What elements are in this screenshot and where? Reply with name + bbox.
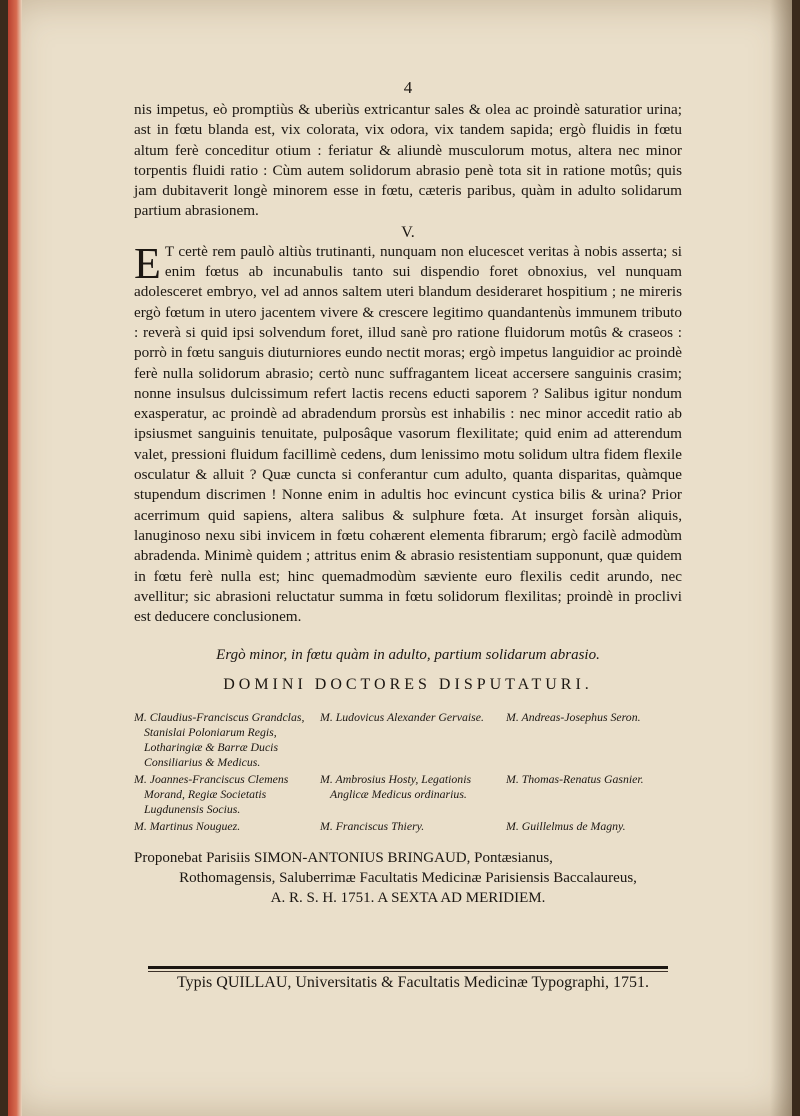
conclusion: Ergò minor, in fœtu quàm in adulto, partium solidarum abrasio.	[216, 647, 600, 664]
dropcap: E	[134, 238, 161, 288]
doctor-entry: M. Franciscus Thiery.	[320, 819, 425, 834]
printer-footer: Typis QUILLAU, Universitatis & Facultatis Medicinæ Typographi, 1751.	[176, 974, 650, 991]
doctor-entry: M. Joannes-Franciscus Clemens Morand, Regiæ Societatis Lugdunensis Socius.	[134, 772, 289, 817]
paragraph-1: nis impetus, eò promptiùs & uberiùs extricantur sales & olea ac proindè saturatior urina; ast in fœtu blanda est, vix colorata, vix odora, vix tandem sapida; ergò fluidis in fœtu altum ferè conceditur otium : feriatur & aliundè musculorum motus, altera nec minor torpentis fluidi ratio : Cùm autem solidorum abrasio penè tota sit in ratione motûs; quis jam dubitaverit longè minorem esse in fœtu, cæteris paribus, quàm in adulto solidarum partium abrasionem.	[134, 101, 682, 220]
proponebat-line-2: Rothomagensis, Saluberrimæ Facultatis Medicinæ Parisiensis Baccalaureus,	[179, 870, 637, 887]
section-number: V.	[401, 223, 415, 241]
doctor-entry: M. Guillelmus de Magny.	[506, 819, 626, 834]
footer-rule-thin	[148, 971, 668, 972]
proponebat-line-1: Proponebat Parisiis SIMON-ANTONIUS BRINGAUD, Pontæsianus,	[134, 850, 553, 867]
proponebat-line-3: A. R. S. H. 1751. A SEXTA AD MERIDIEM.	[270, 890, 546, 907]
paragraph-2	[134, 238, 682, 628]
paragraph-2-text: T certè rem paulò altiùs trutinanti, nunquam non elucescet veritas à nobis asserta; si enim fœtus ab incunabulis tanto sui dispendio foret obnoxius, vel nunquam adolesceret embryo, vel ad annos saltem uteri blandum desideraret hospitium ; ne mireris ergò fœtum in utero jacentem vivere & crescere legitimo quandantenùs immunem tributo : reverà si quid ipsi solvendum foret, illud sanè pro ratione fluidorum motûs & craseos : porrò in fœtu sanguis diuturniores eundo nectit moras; ergò impetus languidior ac proindè ferè nulla solidorum abrasio; certò nunc suffragantem liceat accersere sanguinis crasim; nonne insulsus dulcissimum refert lactis recens educti saporem ? Salibus igitur nondum exasperatur, ac proindè ad abradendum prorsùs est inhabilis : nec minor accedit ratio ab ipsiusmet sanguinis tenuitate, pulposâque vasorum flexilitate; quid enim ad atterendum valet, pressioni fluidum facillimè cedens, dum lenissimo motu solidum ultra fidem flexile osculatur & alluit ? Quæ cuncta si conferantur cum adulto, quanta disparitas, quàmque stupendum discrimen ! Nonne enim in adultis hoc evincunt cystica bilis & urina? Prior acerrimum quid sapiens, altera salibus & sulphure fœta. At insurget forsàn aliquis, lanuginoso nexu sibi invicem in fœtu cohærent elementa fibrarum; ergò facilè admodùm abradenda. Minimè quidem ; attritus enim & abrasio resistentiam supponunt, quæ quidem in fœtu ferè nulla est; hinc quemadmodùm sæviente euro flexilis cedit arundo, nec avellitur; sic abrasioni reluctatur summa in fœtu solidorum flexilitas; proindè in proclivi est deducere conclusionem.	[134, 242, 682, 626]
doctor-entry: M. Claudius-Franciscus Grandclas, Stanislai Poloniarum Regis, Lotharingiæ & Barræ Ducis Consiliarius & Medicus.	[134, 710, 305, 770]
proponebat-block	[134, 848, 682, 908]
doctor-entry: M. Ludovicus Alexander Gervaise.	[320, 710, 484, 725]
footer-rule	[148, 966, 668, 969]
book-page	[8, 0, 792, 1116]
doctors-heading: DOMINI DOCTORES DISPUTATURI.	[223, 676, 593, 694]
page-right-shadow	[770, 0, 792, 1116]
page-gutter-edge	[8, 0, 22, 1116]
doctor-entry: M. Thomas-Renatus Gasnier.	[506, 772, 644, 787]
page-number: 4	[403, 78, 413, 97]
doctors-list	[134, 710, 682, 834]
doctor-entry: M. Martinus Nouguez.	[134, 819, 241, 834]
doctor-entry: M. Andreas-Josephus Seron.	[506, 710, 641, 725]
page-content	[134, 78, 682, 908]
doctor-entry: M. Ambrosius Hosty, Legationis Anglicæ Medicus ordinarius.	[320, 772, 472, 802]
